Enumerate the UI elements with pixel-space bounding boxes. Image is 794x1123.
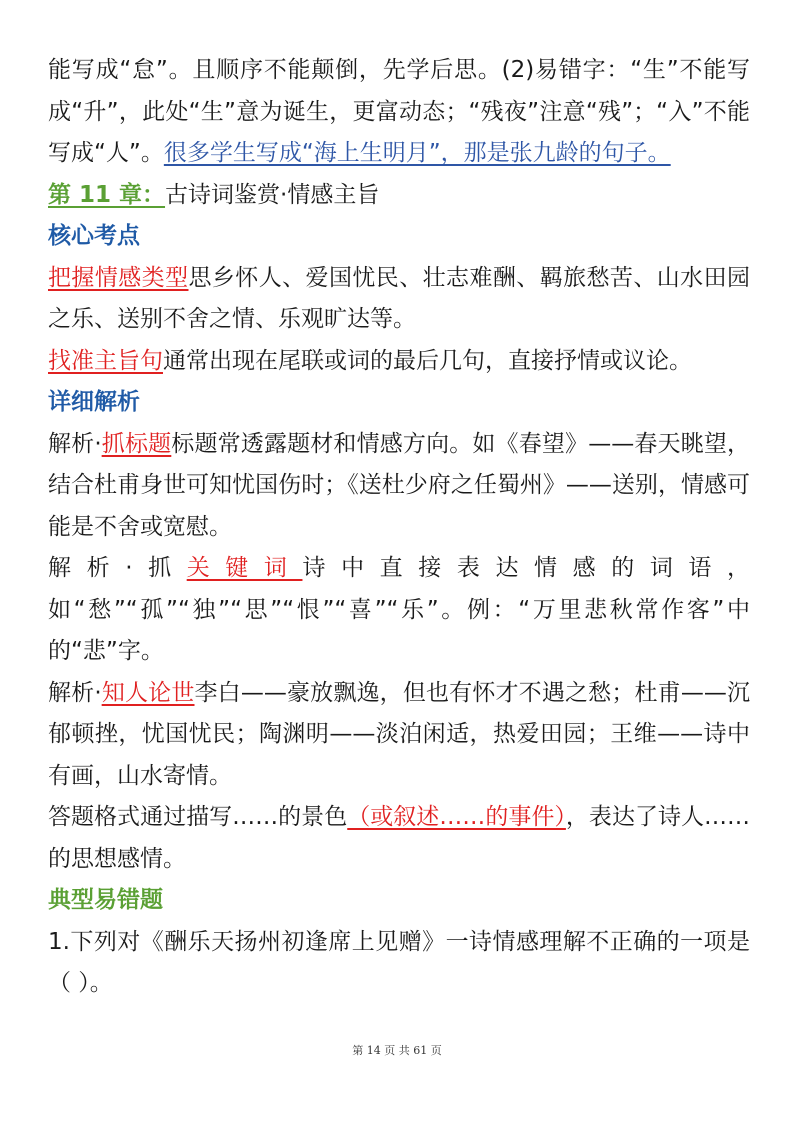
core-item-key: 找准主旨句 — [48, 347, 163, 374]
detail-item-text: 标题常透露题材和情感方向。如《春望》——春天眺望，结合杜甫身世可知忧国伤时；《送杜少府之任蜀州》——送别，情感可能是不舍或宽慰。 — [48, 430, 751, 540]
core-heading: 核心考点 — [48, 223, 140, 249]
detail-item-prefix: 解析· — [48, 430, 102, 457]
answer-format-key: （或叙述……的事件） — [347, 804, 566, 830]
detail-item-title — [48, 424, 750, 549]
core-item-theme-sentence — [48, 341, 750, 383]
page-footer: 第 14 页 共 61 页 — [352, 1044, 442, 1057]
detail-item-text: 李白——豪放飘逸，但也有怀才不遇之愁；杜甫——沉郁顿挫，忧国忧民；陶渊明——淡泊闲适，热爱田园；王维——诗中有画，山水寄情。 — [48, 679, 751, 789]
detail-item-context — [48, 673, 750, 798]
intro-paragraph — [48, 50, 750, 175]
chapter-title: 古诗词鉴赏·情感主旨 — [165, 181, 380, 208]
core-item-text: 通常出现在尾联或词的最后几句，直接抒情或议论。 — [163, 347, 692, 374]
answer-format — [48, 797, 750, 880]
intro-text: 能写成“怠”。且顺序不能颠倒，先学后思。(2)易错字：“生”不能写成“升”，此处“生”意为诞生，更富动态；“残夜”注意“残”；“入”不能写成“人”。 — [48, 57, 750, 166]
errors-heading: 典型易错题 — [48, 887, 163, 913]
detail-item-keywords — [48, 548, 750, 673]
chapter-label: 第 11 章： — [48, 181, 166, 208]
core-item-emotion-type — [48, 258, 750, 341]
chapter-heading — [48, 175, 750, 217]
answer-format-after: ，表达了诗人……的思想感情。 — [48, 804, 751, 872]
detail-item-prefix: 解析· — [48, 679, 102, 706]
core-item-key: 把握情感类型 — [48, 264, 189, 291]
detail-item-text: 诗中直接表达情感的词语，如“愁”“孤”“独”“思”“恨”“喜”“乐”。例：“万里悲秋常作客”中的“悲”字。 — [48, 555, 750, 664]
answer-format-before: 答题格式通过描写……的景色 — [48, 804, 348, 830]
detail-item-key: 抓标题 — [101, 430, 172, 457]
detail-item-key: 知人论世 — [101, 679, 195, 706]
intro-link[interactable]: 很多学生写成“海上生明月”，那是张九龄的句子。 — [163, 140, 671, 166]
error-question: 1.下列对《酬乐天扬州初逢席上见赠》一诗情感理解不正确的一项是（ ）。 — [48, 928, 750, 996]
detail-item-prefix: 解析·抓 — [48, 555, 187, 581]
detail-item-key: 关键词 — [186, 555, 303, 581]
document-body — [48, 50, 750, 1005]
core-item-text: 思乡怀人、爱国忧民、壮志难酬、羁旅愁苦、山水田园之乐、送别不舍之情、乐观旷达等。 — [48, 264, 751, 332]
detail-heading: 详细解析 — [48, 389, 140, 415]
